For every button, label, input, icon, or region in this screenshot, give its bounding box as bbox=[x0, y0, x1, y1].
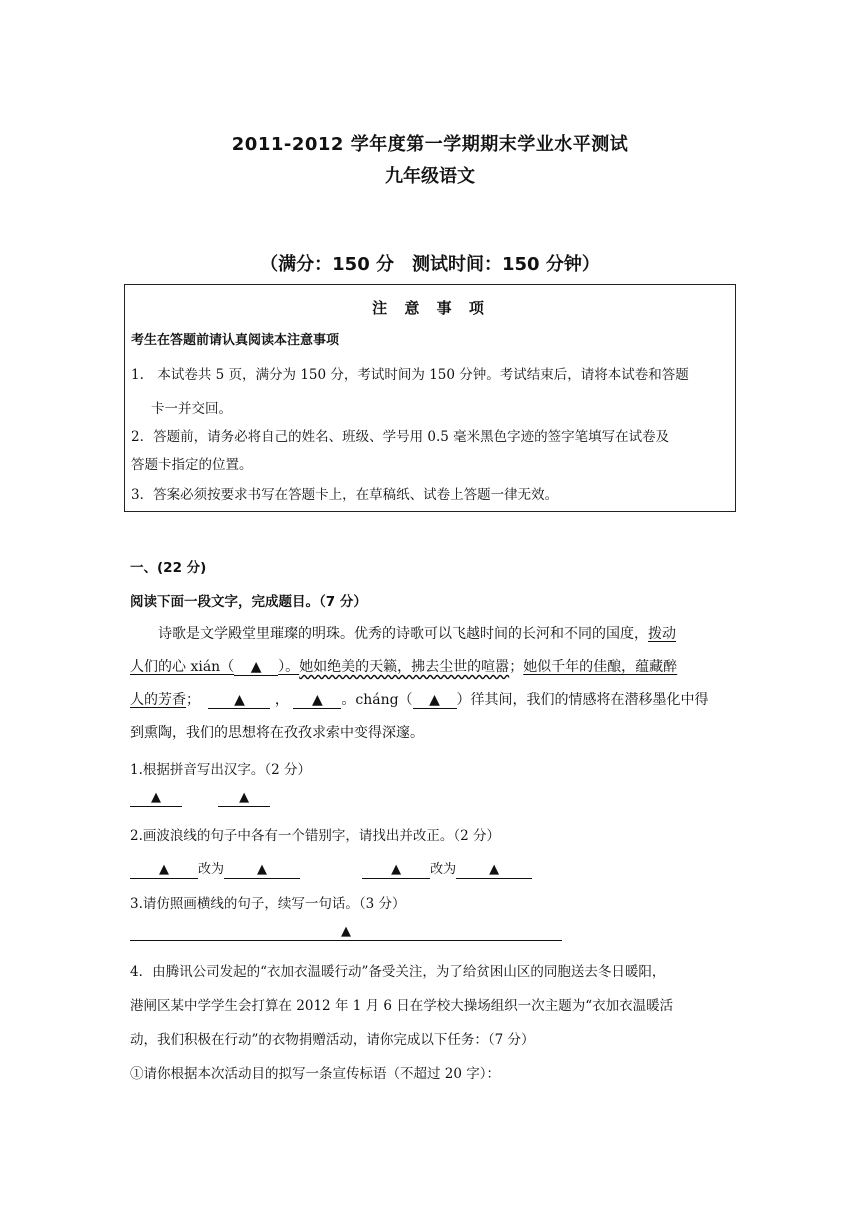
notice-item-1: 1. 本试卷共 5 页，满分为 150 分，考试时间为 150 分钟。考试结束后，请将本试卷和答题 bbox=[131, 367, 689, 383]
question-4-sub-1: ①请你根据本次活动目的拟写一条宣传标语（不超过 20 字）： bbox=[130, 1066, 501, 1082]
wavy-sentence-1: 她如绝美的天籁，拂去尘世的喧嚣 bbox=[299, 659, 510, 675]
question-4: 4．由腾讯公司发起的“衣加衣温暖行动”备受关注，为了给贫困山区的同胞送去冬日暖阳， bbox=[130, 964, 666, 980]
q1-answer-row bbox=[130, 790, 270, 807]
notice-item-1-cont: 卡一并交回。 bbox=[151, 401, 232, 417]
notice-heading: 注 意 事 项 bbox=[372, 299, 490, 317]
exam-subtitle: 九年级语文 bbox=[385, 166, 475, 187]
underlined-phrase: 拨动 bbox=[648, 626, 676, 642]
exam-title: 2011-2012 学年度第一学期期末学业水平测试 bbox=[231, 134, 629, 155]
answer-blank: ▲ bbox=[362, 862, 430, 879]
answer-blank: ▲ bbox=[130, 924, 562, 941]
notice-item-3: 3．答案必须按要求书写在答题卡上，在草稿纸、试卷上答题一律无效。 bbox=[131, 487, 559, 503]
q2-answer-row bbox=[130, 858, 532, 879]
underlined-phrase: 人们的心 xián（ bbox=[130, 659, 235, 675]
passage-line-4: 到熏陶，我们的思想将在孜孜求索中变得深邃。 bbox=[130, 725, 424, 741]
answer-blank: ▲ bbox=[218, 790, 270, 807]
notice-box bbox=[124, 284, 736, 512]
answer-blank: ▲ bbox=[130, 790, 182, 807]
change-to-label: 改为 bbox=[198, 862, 225, 877]
question-4-cont-1: 港闸区某中学学生会打算在 2012 年 1 月 6 日在学校大操场组织一次主题为“衣加衣温暖活 bbox=[130, 998, 674, 1014]
passage-text: 。cháng（ bbox=[341, 692, 413, 708]
underlined-phrase: 人的芳香 bbox=[130, 692, 186, 708]
answer-blank: ▲ bbox=[208, 692, 270, 709]
reading-prompt: 阅读下面一段文字，完成题目。（7 分） bbox=[130, 594, 367, 610]
answer-blank: ▲ bbox=[224, 862, 300, 879]
answer-blank: ▲ bbox=[234, 659, 278, 676]
passage-line-1 bbox=[158, 623, 676, 643]
answer-blank: ▲ bbox=[456, 862, 532, 879]
question-2: 2.画波浪线的句子中各有一个错别字，请找出并改正。（2 分） bbox=[130, 828, 501, 844]
section-heading: 一、(22 分) bbox=[130, 560, 207, 576]
answer-blank: ▲ bbox=[293, 692, 341, 709]
semicolon: ； bbox=[509, 659, 524, 675]
score-info: （满分：150 分 测试时间：150 分钟） bbox=[260, 254, 600, 275]
comma: ， bbox=[274, 692, 289, 708]
answer-blank: ▲ bbox=[413, 692, 457, 709]
question-1: 1.根据拼音写出汉字。（2 分） bbox=[130, 762, 312, 778]
answer-blank: ▲ bbox=[130, 862, 198, 879]
notice-intro: 考生在答题前请认真阅读本注意事项 bbox=[131, 333, 340, 348]
passage-text: ）徉其间，我们的情感将在潜移墨化中得 bbox=[456, 692, 709, 708]
notice-item-2-cont: 答题卡指定的位置。 bbox=[131, 457, 253, 473]
question-3: 3.请仿照画横线的句子，续写一句话。（3 分） bbox=[130, 896, 406, 912]
question-4-cont-2: 动，我们积极在行动”的衣物捐赠活动，请你完成以下任务：（7 分） bbox=[130, 1032, 535, 1048]
underlined-phrase: ）。 bbox=[278, 659, 300, 675]
underlined-phrase: 她似千年的佳酿，蕴藏醉 bbox=[523, 659, 678, 675]
passage-line-3 bbox=[130, 689, 709, 709]
passage-line-2 bbox=[130, 656, 677, 676]
change-to-label: 改为 bbox=[430, 862, 457, 877]
q3-answer-row bbox=[130, 924, 562, 941]
notice-item-2: 2．答题前，请务必将自己的姓名、班级、学号用 0.5 毫米黑色字迹的签字笔填写在试卷及 bbox=[131, 429, 670, 445]
passage-text: 诗歌是文学殿堂里璀璨的明珠。优秀的诗歌可以飞越时间的长河和不同的国度， bbox=[158, 626, 648, 642]
semicolon: ； bbox=[186, 692, 200, 708]
